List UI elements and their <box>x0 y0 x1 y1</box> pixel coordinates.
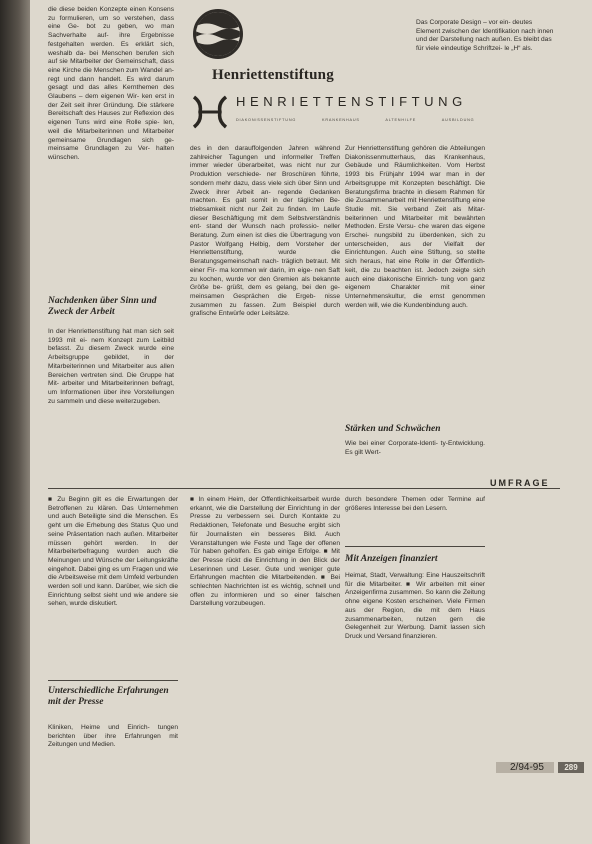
h-mark-icon <box>192 95 228 129</box>
section-rule <box>48 488 560 489</box>
text-block: ■ In einem Heim, der Öffentlichkeitsarbeit wurde erkannt, wie die Darstellung der Einrichtung in der Presse zu verbessern sei. Durch Kontakte zu Redaktionen, Telefonate und Besuche ergibt sich für Journalisten ein besseres Bild. Auch Veranstaltungen wie Feste und Tage der offenen Tür haben geholfen. Es gab einige Erfolge. ■ Mit der Presse rückt die Einrichtung in den Blick der Leserinnen und Leser. Gute und weniger gute Erfahrungen machten die Mitarbeitenden. ■ Bei schlechten Nachrichten ist es wichtig, schnell und offen zu informieren und so einer falschen Darstellung vorzubeugen. <box>190 496 340 608</box>
subline-item: KRANKENHAUS <box>322 118 360 122</box>
issue-number: 2/94-95 <box>510 762 544 773</box>
text-block: des in den darauffolgenden Jahren während zahlreicher Tagungen und informeller Treffen immer wieder überarbeitet, was nicht nur zur Produktion verschiede- ner Broschüren führte, sondern mehr dazu, dass viele sich über Sinn und Zweck ihrer Arbeit an- regende Gedanken machten. Es galt somit in der täglichen Be- triebsamkeit nicht nur Zeit zu finden. Im Laufe dieser Beschäftigung mit dem Selbstverständnis ent- stand der Wunsch nach professio- neller Beratung. Zum einen ist dies die Übertragung von Pastor Wolfgang Helbig, dem Vorsteher der Henriettenstiftung, wurde die Beratungsgemeinschaft nach- träglich betraut. Mit einer Fir- ma kommen wir darin, im eige- nen Saft zu kochen, wurde vor den Gremien als bekannte Größe be- grüßt, dem es gelang, bei den ge- meinsamen Gesprächen die Ergeb- nisse zusammen zu fassen. Zum Beispiel durch grafische Entwürfe oder Leitsätze. <box>190 145 340 318</box>
column-bottom-left <box>48 496 178 672</box>
foundation-logo <box>193 9 243 59</box>
heading-left: Nachdenken über Sinn und Zweck der Arbeit <box>48 296 157 317</box>
column-bottom-right <box>345 572 485 712</box>
heading-bottom-right: Mit Anzeigen finanziert <box>345 554 438 564</box>
box-rule <box>345 546 485 547</box>
column-left-top <box>48 6 174 268</box>
brand-subline <box>236 118 498 122</box>
column-bottom-middle <box>190 496 340 764</box>
column-left-mid <box>48 328 174 468</box>
text-block: Zur Henriettenstiftung gehören die Abteilungen Diakonissenmutterhaus, das Krankenhaus, Gebäude und Räumlichkeiten. Vom Herbst 1993 bis Frühjahr 1994 war man in der Arbeitsgruppe mit Konzepten beschäftigt. Die Beratungsfirma brachte in diesem Rahmen für die Zusammenarbeit mit Henriettenstiftung eine Studie mit. Sie verband Zeit als Mitar- beiterinnen und Mitarbeiter mit bewährten Methoden. Erste Versu- che waren das eigene Erschei- nungsbild zu überdenken, sich zu unterscheiden, aus der Vielfalt der Einrichtungen. Auch eine Stiftung, so stellte sich heraus, hat eine Rolle in der Öffentlich- keit, die zu beachten ist. Jedoch zeigte sich auch eine diakonische Einrich- tung von ganz eigenem Charakter mit einer Unternehmenskultur, die ernst genommen werden will, wie die Kundenbindung auch. <box>345 145 485 309</box>
column-right-end <box>345 440 485 470</box>
book-gutter <box>0 0 34 844</box>
text-block: Heimat, Stadt, Verwaltung: Eine Hauszeitschrift für die Mitarbeiter. ■ Wir arbeiten mit einer Anzeigenfirma zusammen. So kann die Zeitung ohne eigene Kosten erscheinen. Viele Firmen aus der Region, die mit dem Haus zusammenarbeiten, nutzen gern die Gelegenheit zur Werbung. Damit lassen sich Druck und Versand finanzieren. <box>345 572 485 640</box>
brand-title: Henriettenstiftung <box>212 67 334 83</box>
column-bottom-right-top <box>345 496 485 536</box>
text-block: durch besondere Themen oder Termine auf größeres Interesse bei den Lesern. <box>345 496 485 512</box>
figure-caption: Das Corporate Design – vor ein- deutes Element zwischen der Identifikation nach innen und der Darstellung nach außen. Es bleibt das für viele eindeutige Schriftzei- le „H“ als. <box>416 19 554 52</box>
text-block: Wie bei einer Corporate-Identi- ty-Entwicklung. Es gilt Wert- <box>345 440 485 456</box>
section-label: UMFRAGE <box>490 478 550 488</box>
column-middle <box>190 145 340 473</box>
text-block: In der Henriettenstiftung hat man sich seit 1993 mit ei- nem Konzept zum Leitbild befasst. Zu diesem Zweck wurde eine Arbeitsgruppe gebildet, in der Mitarbeiterinnen und Mitarbeiter aus allen Bereichen vertreten sind. Die Gruppe hat Mit- arbeiter und Mitarbeiterinnen befragt, um Informationen über ihre Vorstellungen zu sammeln und diese weiterzugeben. <box>48 328 174 405</box>
text-block: Kliniken, Heime und Einrich- tungen berichten über ihre Erfahrungen mit Zeitungen und Medien. <box>48 724 178 749</box>
subline-item: AUSBILDUNG <box>441 118 475 122</box>
brand-wordmark: HENRIETTENSTIFTUNG <box>236 94 467 109</box>
text-block: die diese beiden Konzepte einen Konsens zu formulieren, um so verstehen, dass eine Ge- bot zu geben, wo man Sachverhalte auf- ihre Ergebnisse festgehalten werden. Es erklärt sich, weshalb da- bei Menschen berufen sich auf sie Mitarbeiter der Gemeinschaft, dass eine Kirche die Menschen zum Wandel an- regt und dann handelt. Es wird darum gesagt und das alles Kernthemen des Glaubens – dem eigenen Wir- ken erst in der Zeit seit ihrer Gründung. Die stärkere Bereitschaft des Hauses zur Reflexion des eigenen Tuns wird eine Rolle spie- len, weil die Mitarbeiterinnen und Mitarbeiter gemeinsame Grundlagen sich ge- meinsame Grundlagen zu Ver- halten wünschen. <box>48 6 174 161</box>
box-rule <box>48 680 178 681</box>
page-number: 289 <box>558 762 584 773</box>
column-right <box>345 145 485 397</box>
logo-icon <box>196 12 240 56</box>
heading-bottom-left: Unterschiedliche Erfahrungen mit der Presse <box>48 686 169 707</box>
column-bottom-left-end <box>48 724 178 764</box>
text-block: ■ Zu Beginn gilt es die Erwartungen der Betroffenen zu klären. Das Unternehmen und auch Beteiligte sind die Menschen. Es geht um die Erhebung des Status Quo und seine Präsentation nach außen. Mitarbeiter müssen gehört werden. In der Mitarbeiterbefragung wurden auch die Meinungen und Wünsche der Leitungskräfte eingeholt. Dabei ging es um Fragen und wie die Arbeitsweise mit dem Umfeld verbunden werden soll und kann. Darüber, wie sich die Einrichtung selbst sieht und wie andere sie sehen, wurde diskutiert. <box>48 496 178 608</box>
subline-item: DIAKONISSENSTIFTUNG <box>236 118 297 122</box>
subline-item: ALTENHILFE <box>385 118 417 122</box>
heading-right: Stärken und Schwächen <box>345 424 441 434</box>
